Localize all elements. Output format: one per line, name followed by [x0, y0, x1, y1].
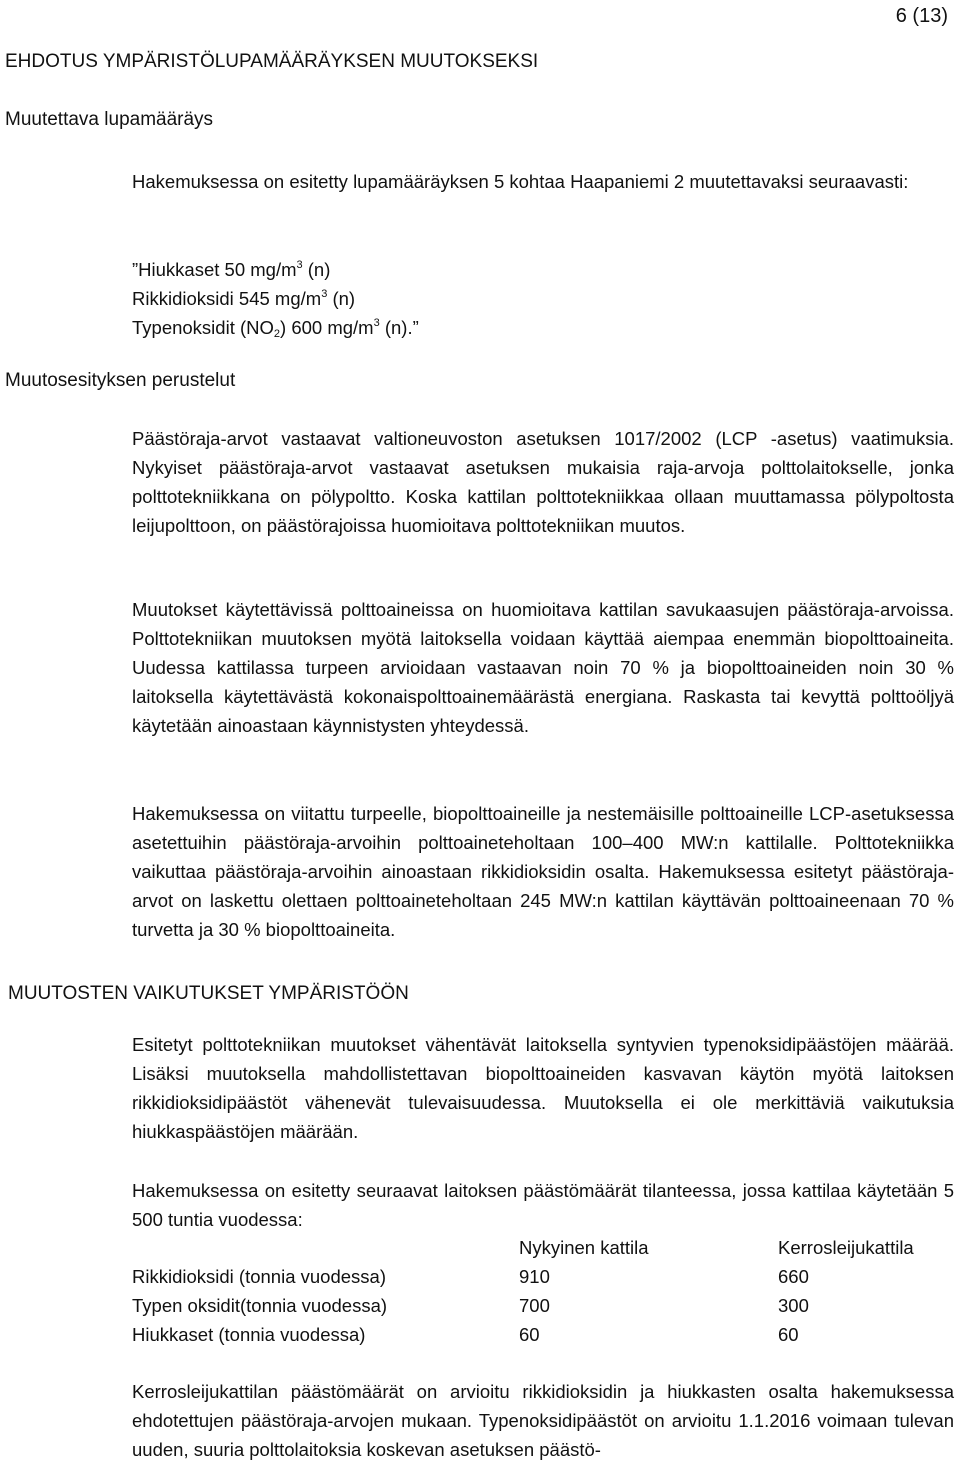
- table-cell: 910: [519, 1266, 550, 1287]
- page-number: 6 (13): [895, 5, 948, 27]
- table-header-cell: Nykyinen kattila: [519, 1237, 649, 1258]
- regulation-line-nitrogen: Typenoksidit $(NO_2)$ 600 $mg/m^3$ (n).”: [132, 317, 419, 340]
- section-label-regulation: Muutettava lupamääräys: [5, 109, 214, 130]
- regulation-quote: [132, 255, 419, 342]
- section-label-rationale: Muutosesityksen perustelut: [5, 370, 236, 391]
- table-cell: 660: [778, 1266, 809, 1287]
- intro-paragraph: Hakemuksessa on esitetty lupamääräyksen 5 kohtaa Haapaniemi 2 muutettavaksi seuraavasti:: [132, 171, 909, 192]
- rationale-paragraph: Päästöraja-arvot vastaavat valtioneuvoston asetuksen 1017/2002 (LCP -asetus) vaatimuksia. Nykyiset päästöraja-arvot vastaavat asetuksen mukaisia raja-arvoja polttolaitokselle, jonka polttotekniikkana on pölypoltto. Koska kattilan polttotekniikkaa ollaan muuttamassa pölypoltosta leijupolttoon, on päästörajoissa huomioitava polttotekniikan muutos.: [132, 428, 954, 536]
- rationale-paragraph: Hakemuksessa on viitattu turpeelle, biopolttoaineille ja nestemäisille polttoaineille LCP-asetuksessa asetettuihin päästöraja-arvoihin polttoaineteholtaan 100–400 MW:n kattilalle. Polttotekniikka vaikuttaa päästöraja-arvoihin ainoastaan rikkidioksidin osalta. Hakemuksessa esitetyt päästöraja-arvot on laskettu olettaen polttoaineteholtaan 245 MW:n kattilan käyttävän polttoaineenaan 70 % turvetta ja 30 % biopolttoaineita.: [132, 803, 954, 940]
- closing-paragraph: Kerrosleijukattilan päästömäärät on arvioitu rikkidioksidin ja hiukkasten osalta hakemuksessa ehdotettujen päästöraja-arvojen mukaan. Typenoksidipäästöt on arvioitu 1.1.2016 voimaan tulevan uuden, suuria polttolaitoksia koskevan asetuksen päästö-: [132, 1381, 954, 1460]
- rationale-paragraph: Muutokset käytettävissä polttoaineissa on huomioitava kattilan savukaasujen päästöraja-arvoissa. Polttotekniikan muutoksen myötä laitoksella voidaan käyttää aiempaa enemmän biopolttoaineita. Uudessa kattilassa turpeen arvioidaan vastaavan noin 70 % ja biopolttoaineiden noin 30 % laitoksella käytettävästä kokonaispolttoainemäärästä energiana. Raskasta tai kevyttä polttoöljyä käytetään ainoastaan käynnistysten yhteydessä.: [132, 599, 954, 736]
- table-cell: Hiukkaset (tonnia vuodessa): [132, 1324, 366, 1345]
- table-cell: 60: [778, 1324, 799, 1345]
- table-cell: 700: [519, 1295, 550, 1316]
- table-cell: Rikkidioksidi (tonnia vuodessa): [132, 1266, 386, 1287]
- table-cell: 60: [519, 1324, 540, 1345]
- table-cell: 300: [778, 1295, 809, 1316]
- effects-paragraph: Hakemuksessa on esitetty seuraavat laitoksen päästömäärät tilanteessa, jossa kattilaa käytetään 5 500 tuntia vuodessa:: [132, 1180, 954, 1230]
- table-header-cell: Kerrosleijukattila: [778, 1237, 914, 1258]
- document-title: EHDOTUS YMPÄRISTÖLUPAMÄÄRÄYKSEN MUUTOKSEKSI: [5, 51, 539, 72]
- regulation-line-sulphur: Rikkidioksidi 545 $mg/m^3$ (n): [132, 288, 356, 309]
- section-heading-effects: MUUTOSTEN VAIKUTUKSET YMPÄRISTÖÖN: [8, 983, 409, 1004]
- regulation-line-particles: ”Hiukkaset 50 $mg/m^3$ (n): [132, 259, 331, 280]
- effects-paragraph: Esitetyt polttotekniikan muutokset vähentävät laitoksella syntyvien typenoksidipäästöjen määrää. Lisäksi muutoksella mahdollistettavan biopolttoaineiden kasvavan käytön myötä laitoksen rikkidioksidipäästöt vähenevät tulevaisuudessa. Muutoksella ei ole merkittäviä vaikutuksia hiukkaspäästöjen määrään.: [132, 1034, 954, 1142]
- table-cell: Typen oksidit(tonnia vuodessa): [132, 1295, 388, 1316]
